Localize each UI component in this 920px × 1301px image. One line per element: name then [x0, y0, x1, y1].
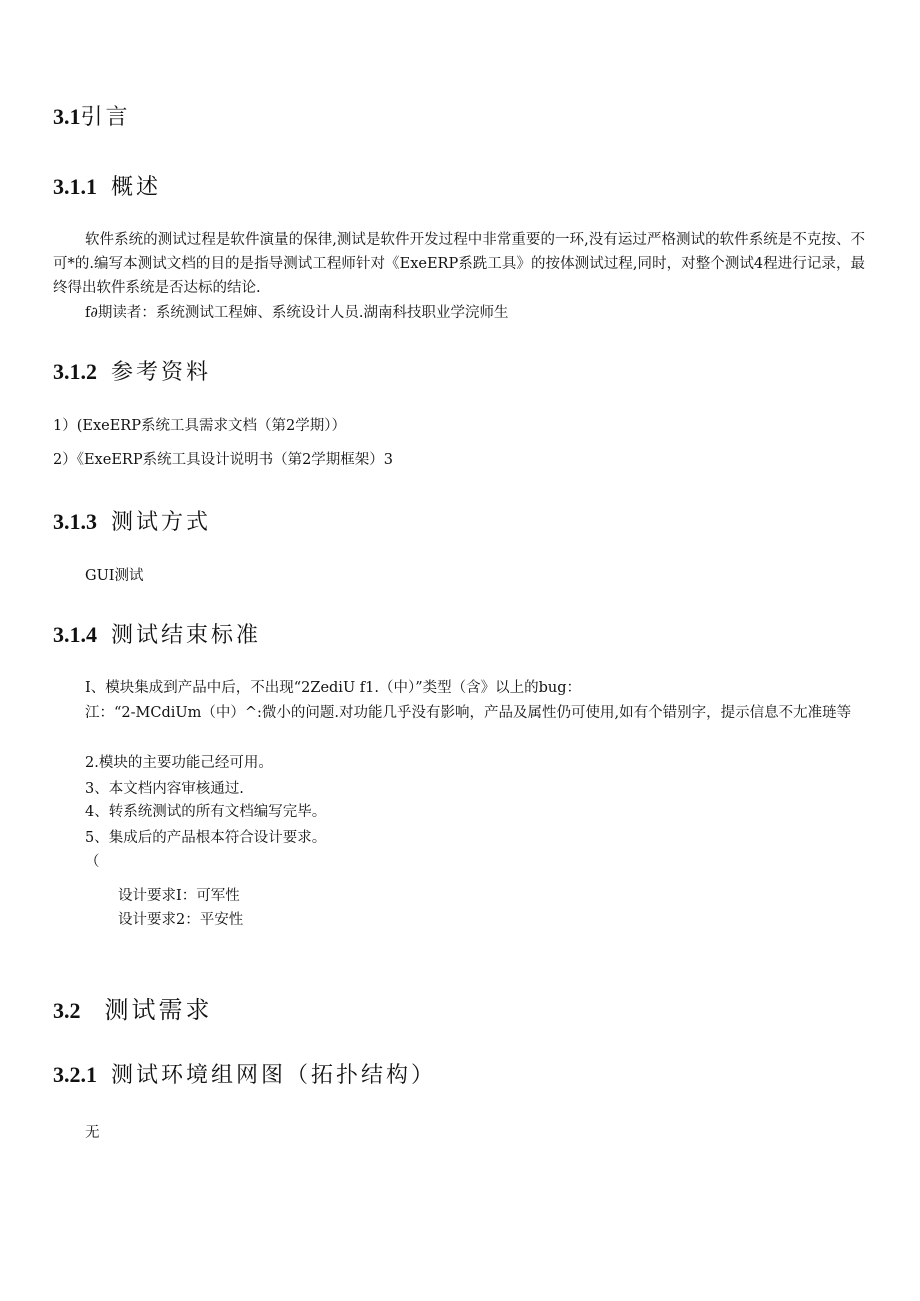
heading-3-1-2 — [53, 355, 211, 386]
heading-number: 3.2.1 — [53, 1062, 97, 1087]
heading-title: 概述 — [111, 175, 162, 200]
criteria-item-5: 5、集成后的产品根本符合设计要求。 — [85, 830, 327, 846]
reference-item-2: 2）《ExeERP系统工具设计说明书（第2学期框架）3 — [53, 452, 394, 468]
heading-number: 3.1.4 — [53, 622, 97, 647]
heading-number: 3.1.3 — [53, 509, 97, 534]
heading-title: 引言 — [80, 105, 131, 130]
heading-3-2 — [53, 990, 213, 1025]
heading-number: 3.2 — [53, 998, 81, 1023]
criteria-item-2: 2.模块的主要功能己经可用。 — [85, 755, 273, 771]
criteria-paren: （ — [85, 854, 100, 870]
criteria-note: 江：“2-MCdiUm（中）^:微小的问题.对功能几乎没有影响，产品及属性仍可使用,如有个错别字，提示信息不尢准琏等 — [85, 705, 852, 721]
heading-title: 参考资料 — [111, 360, 212, 385]
heading-number: 3.1.1 — [53, 174, 97, 199]
reference-item-1: 1）(ExeERP系统工具需求文档（第2学期）） — [53, 418, 346, 434]
heading-number: 3.1.2 — [53, 359, 97, 384]
heading-title: 测试方式 — [111, 510, 212, 535]
heading-3-2-1 — [53, 1058, 436, 1089]
heading-3-1-4 — [53, 618, 261, 649]
heading-3-1 — [53, 100, 131, 131]
criteria-item-4: 4、转系统测试的所有文档编写完毕。 — [85, 804, 327, 820]
criteria-item-1: I、模块集成到产品中后，不出现“2ZediU f1.（中）”类型（含》以上的bug： — [85, 680, 582, 696]
heading-title: 测试环境组网图（拓扑结构） — [111, 1063, 437, 1088]
test-method-text: GUI测试 — [85, 568, 144, 584]
heading-title: 测试结束标准 — [111, 623, 262, 648]
design-requirement-2: 设计要求2：平安性 — [118, 912, 244, 928]
overview-paragraph: 软件系统的测试过程是软件演量的保律,测试是软件开发过程中非常重要的一环,没有运过严格测试的软件系统是不克按、不可*的.编写本测试文档的目的是指导测试工程师针对《ExeERP系跣工具》的按体测试过程,同时，对整个测试4程进行记录，最终得出软件系统是否达标的结论. — [53, 232, 865, 296]
heading-number: 3.1 — [53, 104, 81, 129]
heading-title: 测试需求 — [104, 996, 213, 1024]
topology-content: 无 — [85, 1125, 100, 1141]
criteria-item-3: 3、本文档内容审核通过. — [85, 781, 244, 797]
heading-3-1-3 — [53, 505, 211, 536]
heading-3-1-1 — [53, 170, 161, 201]
design-requirement-1: 设计要求I：可军性 — [118, 888, 240, 904]
intended-readers: f∂期读者：系统测试工程婶、系统设计人员.湖南科技职业学浣师生 — [85, 305, 509, 321]
